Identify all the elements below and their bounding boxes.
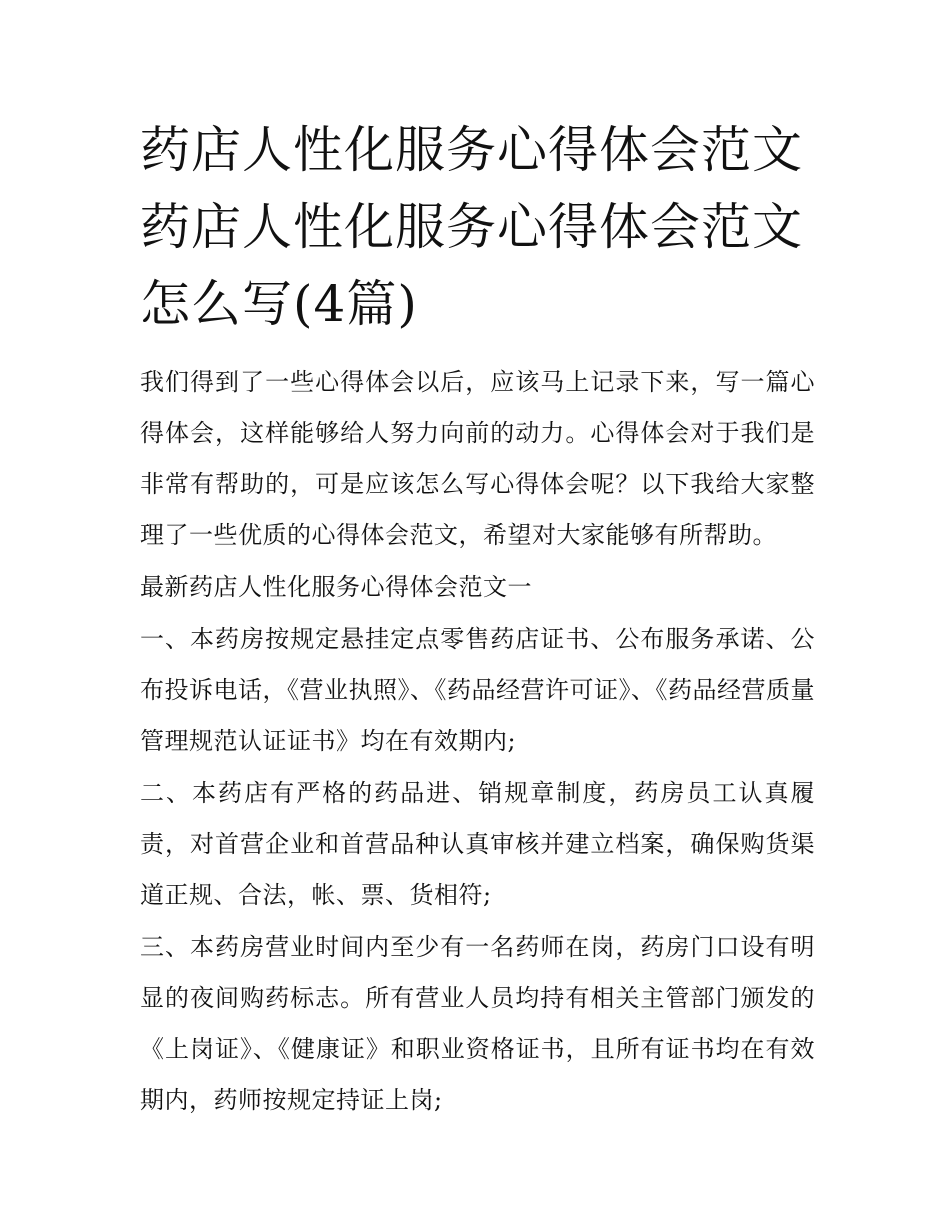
- section-heading: 最新药店人性化服务心得体会范文一: [140, 573, 532, 601]
- body-paragraph: 三、本药房营业时间内至少有一名药师在岗，药房门口设有明显的夜间购药标志。所有营业人员均持有相关主管部门颁发的《上岗证》、《健康证》和职业资格证书，且所有证书均在有效期内，药师按规定持证上岗;: [140, 933, 815, 1114]
- body-paragraph: 二、本药店有严格的药品进、销规章制度，药房员工认真履责，对首营企业和首营品种认真审核并建立档案，确保购货渠道正规、合法，帐、票、货相符;: [140, 779, 815, 909]
- document-title: 药店人性化服务心得体会范文药店人性化服务心得体会范文怎么写(4篇): [140, 121, 803, 333]
- intro-paragraph: 我们得到了一些心得体会以后，应该马上记录下来，写一篇心得体会，这样能够给人努力向前的动力。心得体会对于我们是非常有帮助的，可是应该怎么写心得体会呢？以下我给大家整理了一些优质的心得体会范文，希望对大家能够有所帮助。: [140, 368, 815, 549]
- document-body: [140, 112, 815, 1126]
- body-paragraph: 一、本药房按规定悬挂定点零售药店证书、公布服务承诺、公布投诉电话，《营业执照》、《药品经营许可证》、《药品经营质量管理规范认证证书》均在有效期内;: [140, 625, 815, 755]
